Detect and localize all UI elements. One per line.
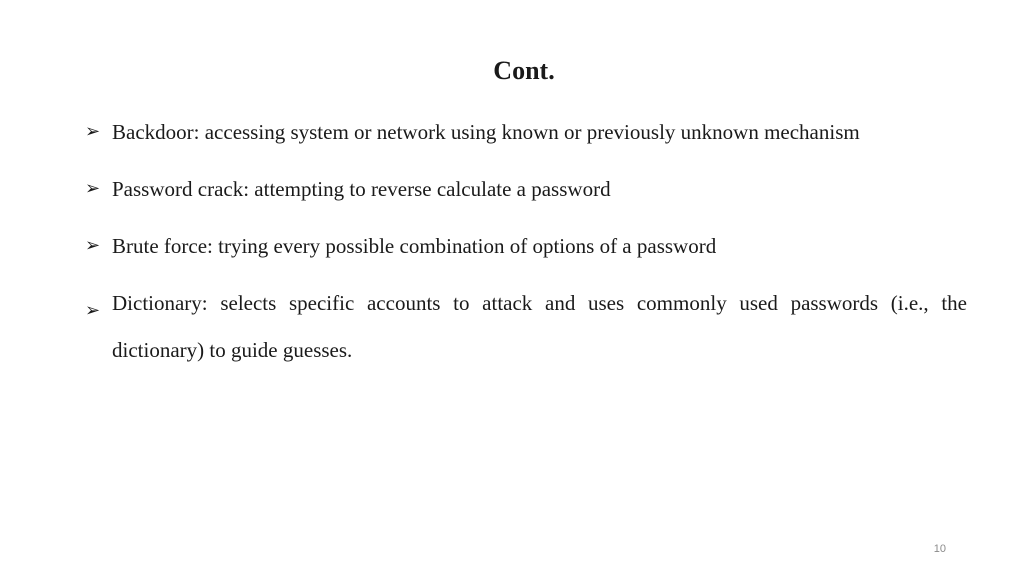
bullet-item-brute-force <box>85 230 967 262</box>
bullet-text: Backdoor: accessing system or network using known or previously unknown mechanism <box>112 120 860 144</box>
arrow-bullet-icon: ➢ <box>85 235 101 256</box>
arrow-bullet-icon: ➢ <box>85 300 101 321</box>
slide-title: Cont. <box>493 56 555 85</box>
arrow-bullet-icon: ➢ <box>85 121 101 142</box>
bullet-text: Password crack: attempting to reverse calculate a password <box>112 177 611 201</box>
bullet-text: Brute force: trying every possible combination of options of a password <box>112 234 717 258</box>
page-number: 10 <box>933 543 946 555</box>
bullet-item-dictionary <box>85 280 967 374</box>
bullet-list <box>85 116 967 399</box>
bullet-item-password-crack <box>85 173 967 205</box>
bullet-text: Dictionary: selects specific accounts to attack and uses commonly used passwords (i.e., the dictionary) to guide guesses. <box>112 291 967 362</box>
arrow-bullet-icon: ➢ <box>85 178 101 199</box>
bullet-item-backdoor <box>85 116 967 148</box>
